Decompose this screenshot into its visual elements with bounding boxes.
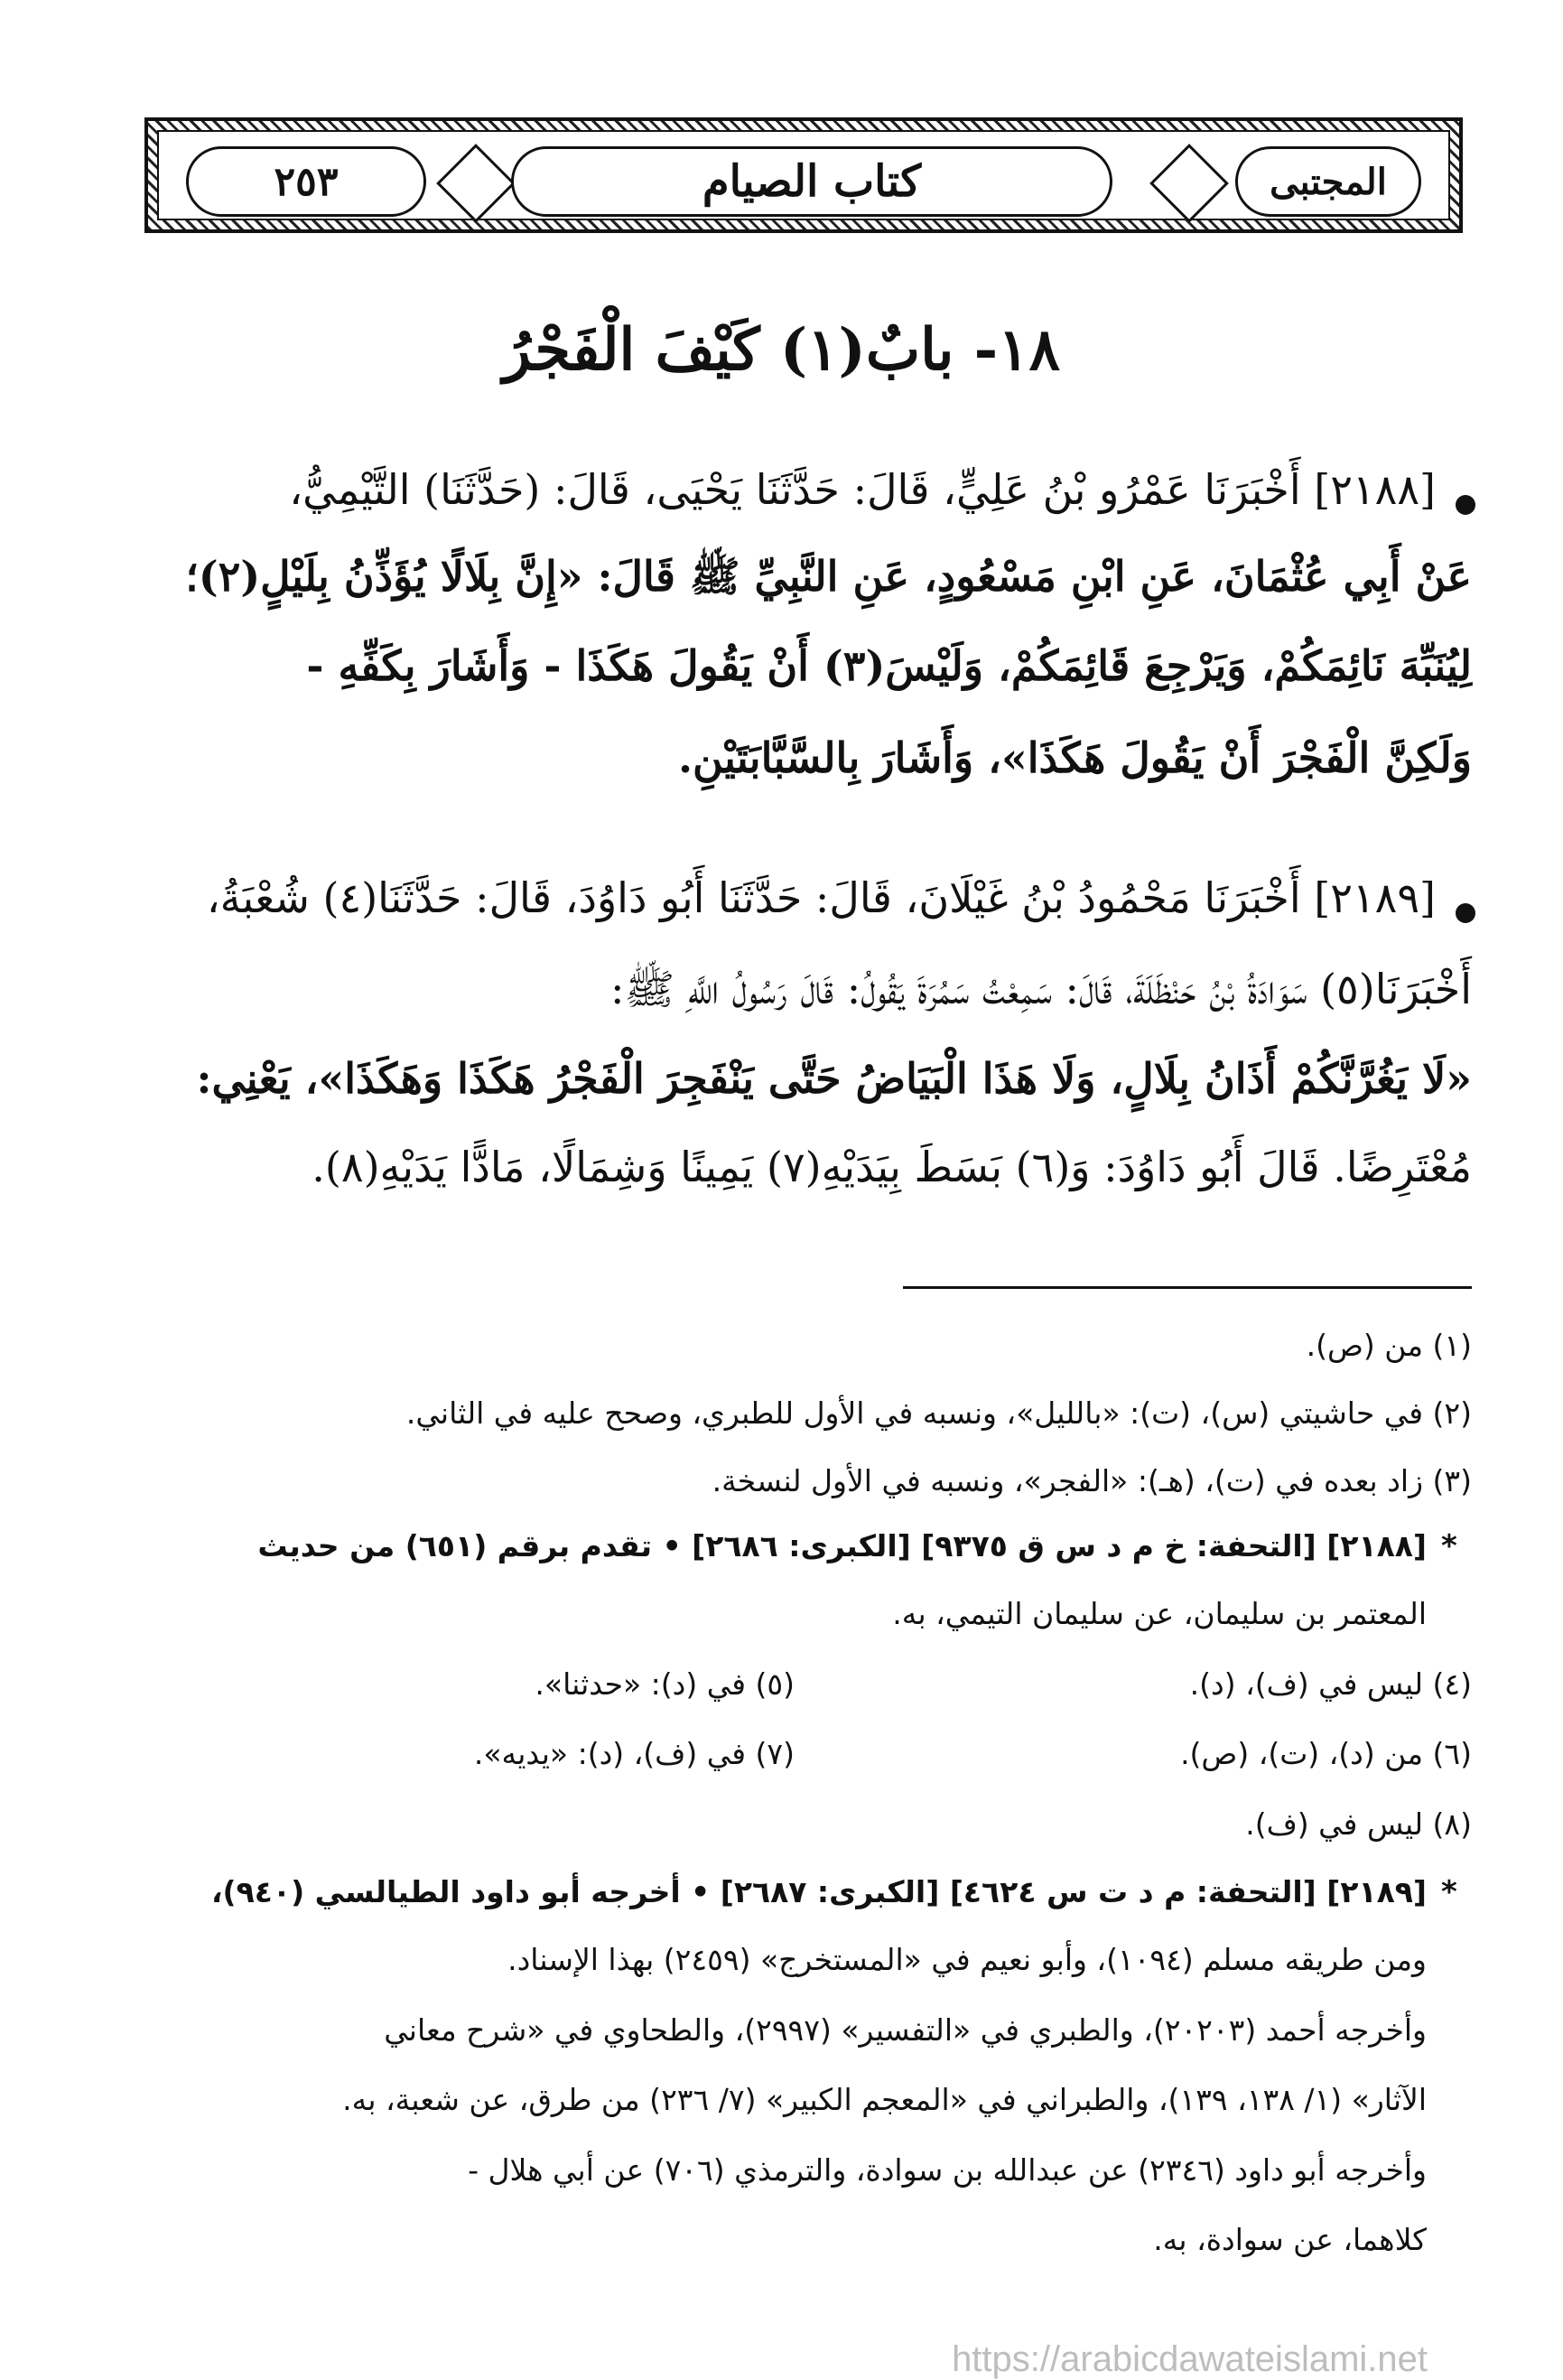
footnote-3: (٣) زاد بعده في (ت)، (هـ): «الفجر»، ونسبه في الأول لنسخة. [712,1463,1472,1498]
hadith-2188-line-1: [٢١٨٨] أَخْبَرَنَا عَمْرُو بْنُ عَلِيٍّ، قَالَ: حَدَّثَنَا يَحْيَى، قَالَ: (حَدَّثَنَا) التَّيْمِيُّ، [289,465,1436,514]
footnote-6: (٦) من (د)، (ت)، (ص). [1180,1736,1472,1771]
footnote-5: (٥) في (د): «حدثنا». [535,1666,795,1702]
section-title-cartouche [511,146,1112,217]
takhrij-2188-line-1: [٢١٨٨] [التحفة: خ م د س ق ٩٣٧٥] [الكبرى: ٢٦٨٦] • تقدم برقم (٦٥١) من حديث [257,1528,1427,1563]
takhrij-2189-line-3: وأخرجه أحمد (٢٠٢٠٣)، والطبري في «التفسير» (٢٩٩٧)، والطحاوي في «شرح معاني [384,2012,1427,2048]
footnote-7: (٧) في (ف)، (د): «يديه». [473,1736,795,1771]
page-number-cartouche [186,146,426,217]
ornament-diamond-icon [1149,144,1229,223]
footnote-1: (١) من (ص). [1306,1328,1472,1363]
footnote-divider [903,1286,1472,1289]
footnote-4: (٤) ليس في (ف)، (د). [1189,1666,1472,1702]
takhrij-2189-line-5: وأخرجه أبو داود (٢٣٤٦) عن عبدالله بن سوادة، والترمذي (٧٠٦) عن أبي هلال - [468,2152,1427,2188]
takhrij-2188-line-2: المعتمر بن سليمان، عن سليمان التيمي، به. [892,1596,1427,1631]
hadith-2189-line-1: [٢١٨٩] أَخْبَرَنَا مَحْمُودُ بْنُ غَيْلَانَ، قَالَ: حَدَّثَنَا أَبُو دَاوُدَ، قَالَ: حَدَّثَنَا(٤) شُعْبَةُ، [206,873,1436,922]
hadith-2189-line-2: أَخْبَرَنَا(٥) سَوَادَةُ بْنُ حَنْظَلَةَ، قَالَ: سَمِعْتُ سَمُرَةَ يَقُولُ: قَالَ رَسُولُ اللَّهِ ﷺ: [610,965,1472,1013]
footnote-8: (٨) ليس في (ف). [1245,1806,1472,1842]
book-title: المجتبى [1270,160,1387,203]
hadith-2188-line-2: عَنْ أَبِي عُثْمَانَ، عَنِ ابْنِ مَسْعُودٍ، عَنِ النَّبِيِّ ﷺ قَالَ: «إِنَّ بِلَالًا يُؤَذِّنُ بِلَيْلٍ(٢)؛ [185,552,1472,601]
takhrij-2189-line-4: الآثار» (١/ ١٣٨، ١٣٩)، والطبراني في «المعجم الكبير» (٧/ ٢٣٦) من طرق، عن شعبة، به. [342,2082,1427,2117]
hadith-2189-line-4: مُعْتَرِضًا. قَالَ أَبُو دَاوُدَ: وَ(٦) بَسَطَ بِيَدَيْهِ(٧) يَمِينًا وَشِمَالًا، مَادًّا يَدَيْهِ(٨). [312,1143,1472,1191]
section-title: كتاب الصيام [702,156,922,207]
page-header [144,117,1463,233]
book-title-cartouche [1235,146,1421,217]
header-frame [157,130,1450,220]
chapter-heading: ١٨- بابٌ(١) كَيْفَ الْفَجْرُ [503,316,1060,384]
bullet-icon [1456,495,1475,515]
watermark-url: https://arabicdawateislami.net [952,2339,1428,2379]
asterisk-icon: * [1441,1874,1457,1910]
takhrij-2189-line-1: [٢١٨٩] [التحفة: م د ت س ٤٦٢٤] [الكبرى: ٢٦٨٧] • أخرجه أبو داود الطيالسي (٩٤٠)، [211,1874,1427,1909]
hadith-2188-line-3: لِيُنَبِّهَ نَائِمَكُمْ، وَيَرْجِعَ قَائِمَكُمْ، وَلَيْسَ(٣) أَنْ يَقُولَ هَكَذَا - وَأَشَارَ بِكَفِّهِ - [306,641,1472,690]
footnote-2: (٢) في حاشيتي (س)، (ت): «بالليل»، ونسبه في الأول للطبري، وصحح عليه في الثاني. [405,1395,1472,1431]
page-number: ٢٥٣ [274,158,339,205]
hadith-2189-line-3: «لَا يَغُرَّنَّكُمْ أَذَانُ بِلَالٍ، وَلَا هَذَا الْبَيَاضُ حَتَّى يَنْفَجِرَ الْفَجْرُ هَكَذَا وَهَكَذَا»، يَعْنِي: [196,1054,1472,1103]
hadith-2188-line-4: وَلَكِنَّ الْفَجْرَ أَنْ يَقُولَ هَكَذَا»، وَأَشَارَ بِالسَّبَّابَتَيْنِ. [677,733,1472,782]
takhrij-2189-line-2: ومن طريقه مسلم (١٠٩٤)، وأبو نعيم في «المستخرج» (٢٤٥٩) بهذا الإسناد. [507,1942,1427,1977]
asterisk-icon: * [1441,1528,1457,1564]
takhrij-2189-line-6: كلاهما، عن سوادة، به. [1153,2222,1427,2257]
bullet-icon [1456,903,1475,923]
ornament-diamond-icon [436,144,516,223]
